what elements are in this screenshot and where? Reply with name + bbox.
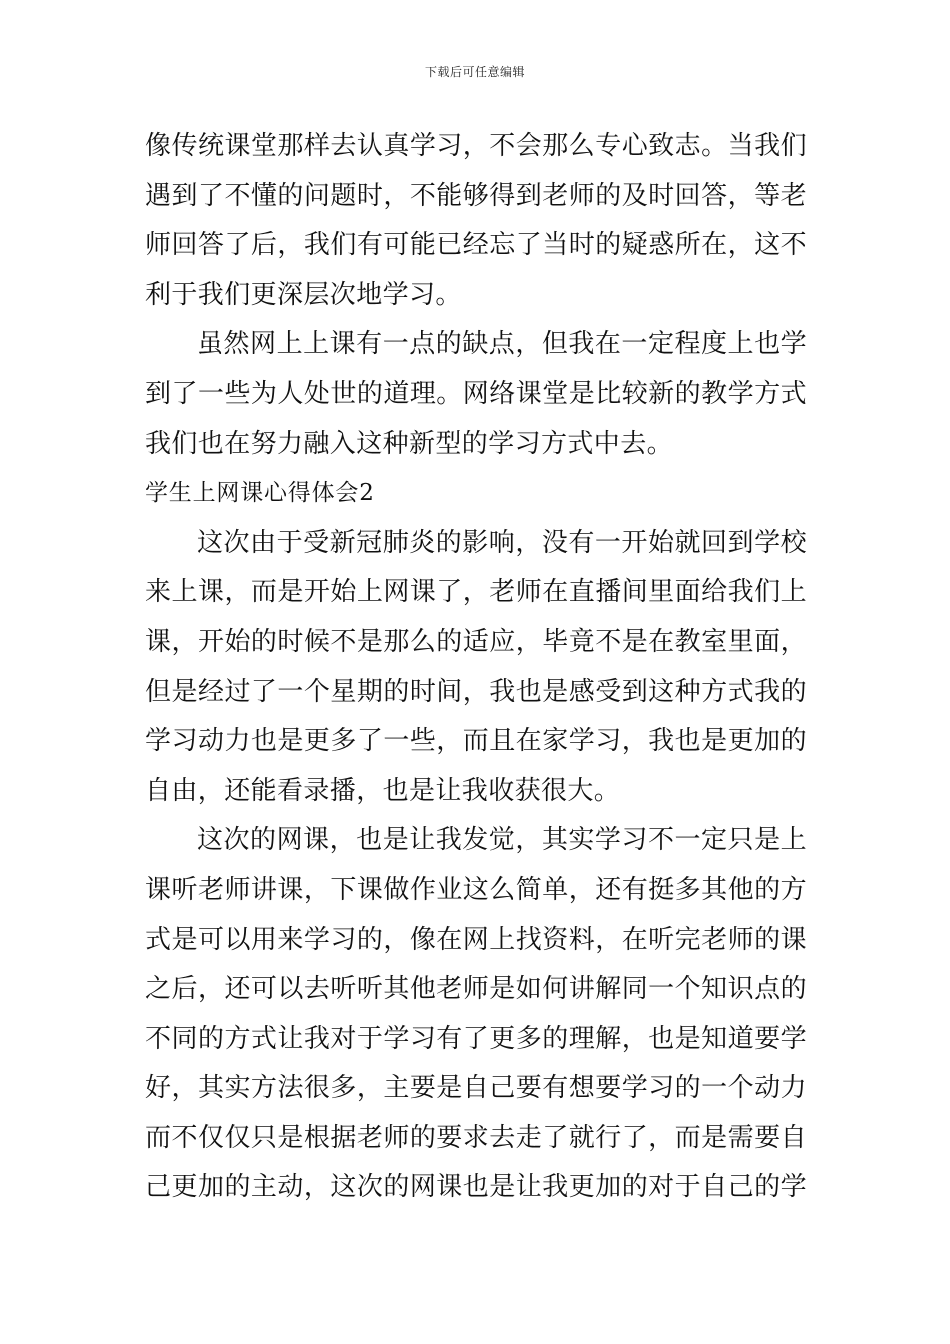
- text-line: 不同的方式让我对于学习有了更多的理解，也是知道要学: [145, 1023, 807, 1054]
- text-line: 课，开始的时候不是那么的适应，毕竟不是在教室里面，: [145, 626, 807, 657]
- text-line: 学习动力也是更多了一些，而且在家学习，我也是更加的: [145, 726, 807, 757]
- text-line: 好，其实方法很多，主要是自己要有想要学习的一个动力: [145, 1073, 807, 1104]
- section-heading: 学生上网课心得体会2: [145, 480, 375, 507]
- text-line: 己更加的主动，这次的网课也是让我更加的对于自己的学: [145, 1172, 807, 1203]
- text-line: 自由，还能看录播，也是让我收获很大。: [145, 775, 621, 806]
- page-header: 下载后可任意编辑: [424, 65, 525, 79]
- text-line: 我们也在努力融入这种新型的学习方式中去。: [145, 428, 674, 459]
- text-line: 式是可以用来学习的，像在网上找资料，在听完老师的课: [145, 924, 807, 955]
- text-line: 之后，还可以去听听其他老师是如何讲解同一个知识点的: [145, 974, 807, 1005]
- document-body: [145, 122, 807, 1213]
- text-line: 遇到了不懂的问题时，不能够得到老师的及时回答，等老: [145, 180, 807, 211]
- text-line: 利于我们更深层次地学习。: [145, 279, 462, 310]
- text-line: 师回答了后，我们有可能已经忘了当时的疑惑所在，这不: [145, 230, 807, 261]
- text-line: 而不仅仅只是根据老师的要求去走了就行了，而是需要自: [145, 1122, 807, 1153]
- text-line: 但是经过了一个星期的时间，我也是感受到这种方式我的: [145, 676, 807, 707]
- text-line: 这次的网课，也是让我发觉，其实学习不一定只是上: [197, 825, 807, 856]
- text-line: 像传统课堂那样去认真学习，不会那么专心致志。当我们: [145, 131, 807, 161]
- text-line: 课听老师讲课，下课做作业这么简单，还有挺多其他的方: [145, 874, 807, 905]
- text-line: 这次由于受新冠肺炎的影响，没有一开始就回到学校: [197, 527, 807, 558]
- text-line: 来上课，而是开始上网课了，老师在直播间里面给我们上: [145, 577, 807, 608]
- text-line: 到了一些为人处世的道理。网络课堂是比较新的教学方式: [145, 378, 807, 409]
- text-line: 虽然网上上课有一点的缺点，但我在一定程度上也学: [197, 329, 807, 360]
